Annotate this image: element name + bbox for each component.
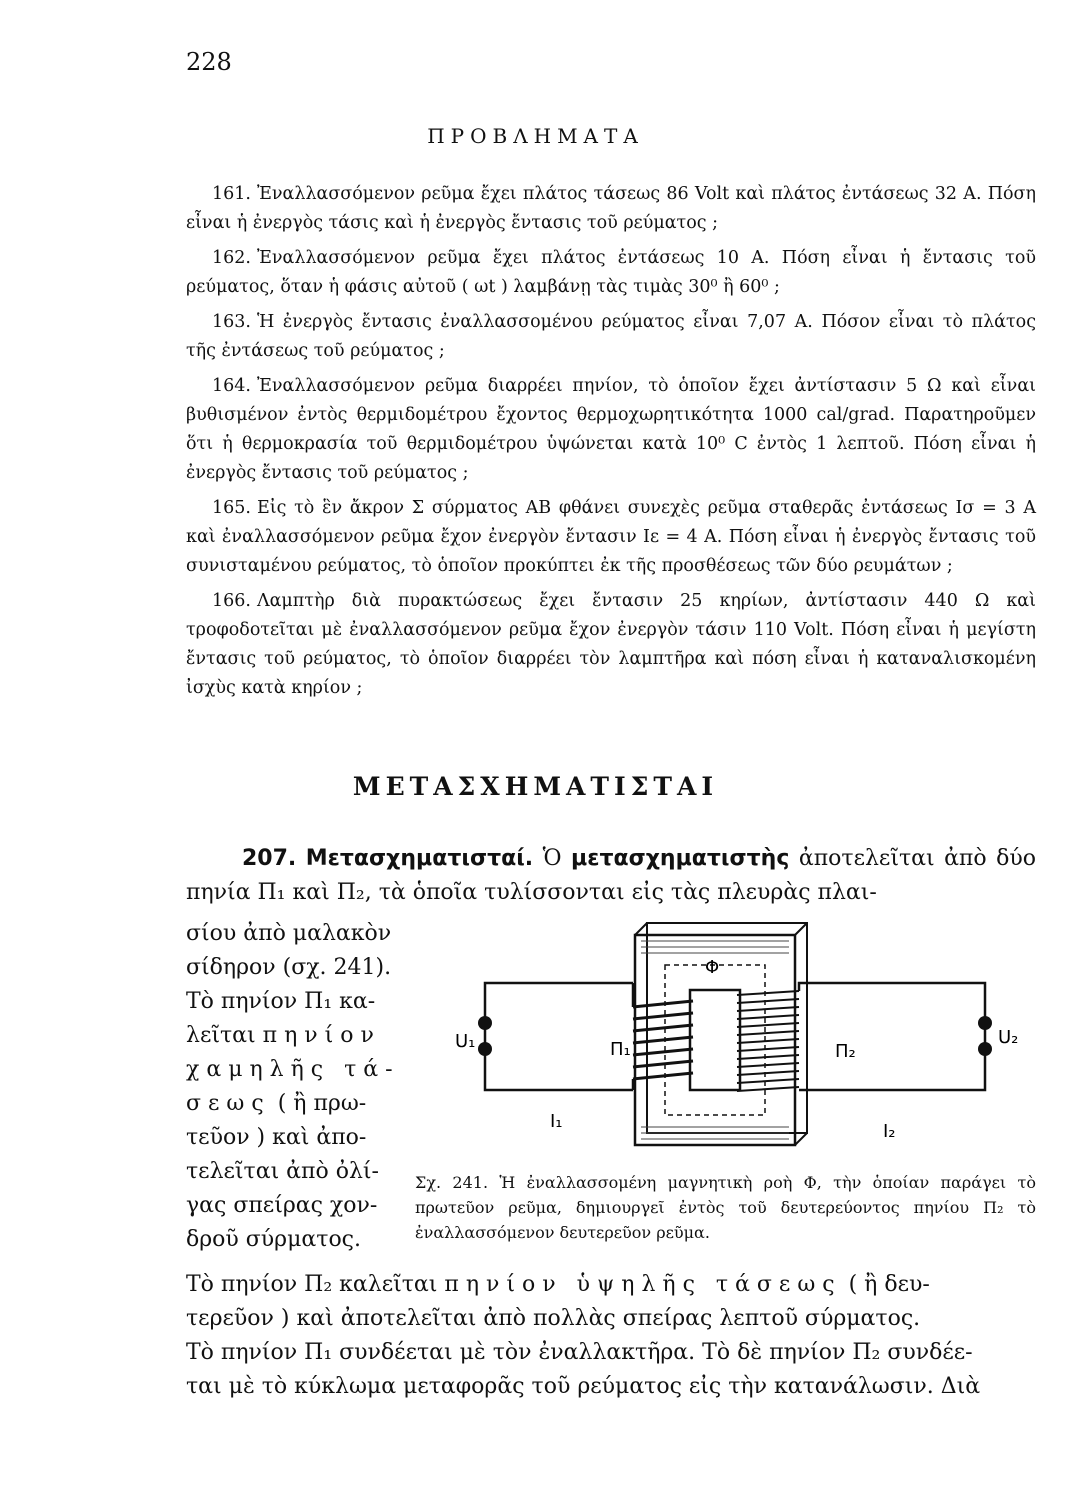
coil-p2-label: Π₂ bbox=[835, 1041, 856, 1062]
caption-label: Σχ. 241. bbox=[415, 1173, 489, 1192]
text-fragment: ( ἢ δευ- bbox=[848, 1272, 930, 1297]
problem-166 bbox=[186, 587, 1036, 703]
problem-number: 165. bbox=[212, 498, 251, 518]
problem-162 bbox=[186, 244, 1036, 302]
text-fragment: Τὸ πηνίον Π₂ καλεῖται bbox=[186, 1272, 438, 1297]
text-line: γας σπείρας χον- bbox=[186, 1193, 378, 1218]
problem-number: 161. bbox=[212, 184, 251, 204]
problem-163 bbox=[186, 308, 1036, 366]
secondary-terminal bbox=[978, 1016, 992, 1030]
spaced-term: πηνίον bbox=[262, 1023, 381, 1048]
text-line: τεῦον ) καὶ ἀπο- bbox=[186, 1125, 367, 1150]
section-207-intro bbox=[186, 842, 1036, 910]
figure-caption bbox=[415, 1170, 1036, 1245]
problem-text: Ἐναλλασσόμενον ρεῦμα ἔχει πλάτος τάσεως 86 Volt καὶ πλάτος ἐντάσεως 32 Α. Πόση εἶναι ἡ ἐνεργὸς τάσις καὶ ἡ ἐνεργὸς ἔντασις τοῦ ρεύματος ; bbox=[186, 184, 1036, 233]
core-edge bbox=[635, 923, 647, 935]
section-title: Μετασχηματισταί. bbox=[305, 846, 534, 871]
caption-text: Ἡ ἐναλλασσομένη μαγνητικὴ ροὴ Φ, τὴν ὁποίαν παράγει τὸ πρωτεῦον ρεῦμα, δημιουργεῖ ἐντὸς τοῦ δευτερεύοντος πηνίου Π₂ τὸ ἐναλλασσόμενον δευτερεῦον ρεῦμα. bbox=[415, 1173, 1036, 1242]
spaced-term-line: χαμηλῆς τά- bbox=[186, 1057, 400, 1082]
problem-number: 166. bbox=[212, 591, 251, 611]
problem-text: Ἡ ἐνεργὸς ἔντασις ἐναλλασσομένου ρεύματος εἶναι 7,07 Α. Πόσον εἶναι τὸ πλάτος τῆς ἐντάσεως τοῦ ρεύματος ; bbox=[186, 312, 1036, 361]
text-line: Τὸ πηνίον Π₁ συνδέεται μὲ τὸν ἐναλλακτῆρα. Τὸ δὲ πηνίον Π₂ συνδέε- bbox=[186, 1340, 973, 1365]
text-line: ται μὲ τὸ κύκλωμα μεταφορᾶς τοῦ ρεύματος εἰς τὴν κατανάλωσιν. Διὰ bbox=[186, 1374, 981, 1399]
problem-text: Ἐναλλασσόμενον ρεῦμα ἔχει πλάτος ἐντάσεως 10 Α. Πόση εἶναι ἡ ἔντασις τοῦ ρεύματος, ὅταν ἡ φάσις αὐτοῦ ( ωt ) λαμβάνῃ τὰς τιμὰς 30⁰ ἢ 60⁰ ; bbox=[186, 248, 1036, 297]
text-line bbox=[186, 1268, 1036, 1302]
problem-text: Λαμπτὴρ διὰ πυρακτώσεως ἔχει ἔντασιν 25 κηρίων, ἀντίστασιν 440 Ω καὶ τροφοδοτεῖται μὲ ἐναλλασσόμενον ρεῦμα ἔχον ἐνεργὸν τάσιν 110 Volt. Πόση εἶναι ἡ μεγίστη ἔντασις τοῦ ρεύματος, τὸ ὁποῖον διαρρέει τὸν λαμπτῆρα καὶ πόση εἶναι ἡ καταναλισκομένη ἰσχὺς κατὰ κηρίον ; bbox=[186, 591, 1036, 698]
transformer-figure bbox=[415, 915, 1036, 1160]
text-line: σίδηρον (σχ. 241). bbox=[186, 955, 392, 980]
text-fragment: ( ἢ πρω- bbox=[277, 1091, 367, 1116]
problem-165 bbox=[186, 494, 1036, 581]
text-line: τελεῖται ἀπὸ ὀλί- bbox=[186, 1159, 379, 1184]
primary-terminal bbox=[478, 1016, 492, 1030]
problem-number: 162. bbox=[212, 248, 251, 268]
core-edge bbox=[795, 1133, 807, 1145]
primary-circuit-wire bbox=[485, 983, 633, 1090]
voltage-u1-label: U₁ bbox=[455, 1031, 476, 1052]
core-edge bbox=[795, 923, 807, 935]
intro-rest: ἀποτελεῖται ἀπὸ δύο πηνία Π₁ καὶ Π₂, τὰ ὁποῖα τυλίσσονται εἰς τὰς πλευρὰς πλαι- bbox=[186, 846, 1036, 905]
section-heading: ΜΕΤΑΣΧΗΜΑΤΙΣΤΑΙ bbox=[352, 772, 719, 801]
problem-number: 163. bbox=[212, 312, 251, 332]
text-line bbox=[186, 1087, 406, 1121]
problem-text: Ἐναλλασσόμενον ρεῦμα διαρρέει πηνίον, τὸ ὁποῖον ἔχει ἀντίστασιν 5 Ω καὶ εἶναι βυθισμένον ἐντὸς θερμιδομέτρου ἔχοντος θερμοχωρητικότητα 1000 cal/grad. Παρατηροῦμεν ὅτι ἡ θερμοκρασία τοῦ θερμιδομέτρου ὑψώνεται κατὰ 10⁰ C ἐντὸς 1 λεπτοῦ. Πόση εἶναι ἡ ἐνεργὸς ἔντασις τοῦ ρεύματος ; bbox=[186, 376, 1036, 483]
current-i2-label: I₂ bbox=[883, 1121, 896, 1142]
problems-list bbox=[186, 180, 1036, 709]
problem-number: 164. bbox=[212, 376, 251, 396]
page-number: 228 bbox=[186, 48, 232, 76]
text-line: σίου ἀπὸ μαλακὸν bbox=[186, 921, 392, 946]
problems-heading: ΠΡΟΒΛΗΜΑΤΑ bbox=[427, 124, 644, 148]
coil-p1-label: Π₁ bbox=[610, 1039, 631, 1060]
text-line bbox=[186, 1019, 406, 1053]
text-fragment: λεῖται bbox=[186, 1023, 256, 1048]
flux-label: Φ bbox=[705, 957, 720, 978]
primary-terminal bbox=[478, 1042, 492, 1056]
problem-164 bbox=[186, 372, 1036, 488]
text-line: δροῦ σύρματος. bbox=[186, 1227, 362, 1252]
section-207-continued bbox=[186, 1268, 1036, 1404]
current-i1-label: I₁ bbox=[550, 1111, 563, 1132]
core-window bbox=[690, 990, 740, 1090]
spaced-term: πηνίον ὑψηλῆς τάσεως bbox=[444, 1272, 842, 1297]
problem-161 bbox=[186, 180, 1036, 238]
secondary-circuit-wire bbox=[799, 983, 985, 1090]
secondary-terminal bbox=[978, 1042, 992, 1056]
voltage-u2-label: U₂ bbox=[998, 1027, 1019, 1048]
text-line: τερεῦον ) καὶ ἀποτελεῖται ἀπὸ πολλὰς σπείρας λεπτοῦ σύρματος. bbox=[186, 1306, 921, 1331]
problem-text: Εἰς τὸ ἓν ἄκρον Σ σύρματος ΑΒ φθάνει συνεχὲς ρεῦμα σταθερᾶς ἐντάσεως Iσ = 3 Α καὶ ἐναλλασσόμενον ρεῦμα ἔχον ἐνεργὸν ἔντασιν Iε = 4 Α. Πόση εἶναι ἡ ἐνεργὸς ἔντασις τοῦ συνισταμένου ρεύματος, τὸ ὁποῖον προκύπτει ἐκ τῆς προσθέσεως τῶν δύο ρευμάτων ; bbox=[186, 498, 1036, 576]
section-number: 207. bbox=[242, 846, 297, 871]
term-transformer: μετασχηματιστὴς bbox=[571, 846, 790, 871]
intro-article: Ὁ bbox=[542, 846, 562, 871]
narrow-text-column bbox=[186, 917, 406, 1257]
text-line: Τὸ πηνίον Π₁ κα- bbox=[186, 989, 376, 1014]
spaced-term: σεως bbox=[186, 1091, 271, 1116]
